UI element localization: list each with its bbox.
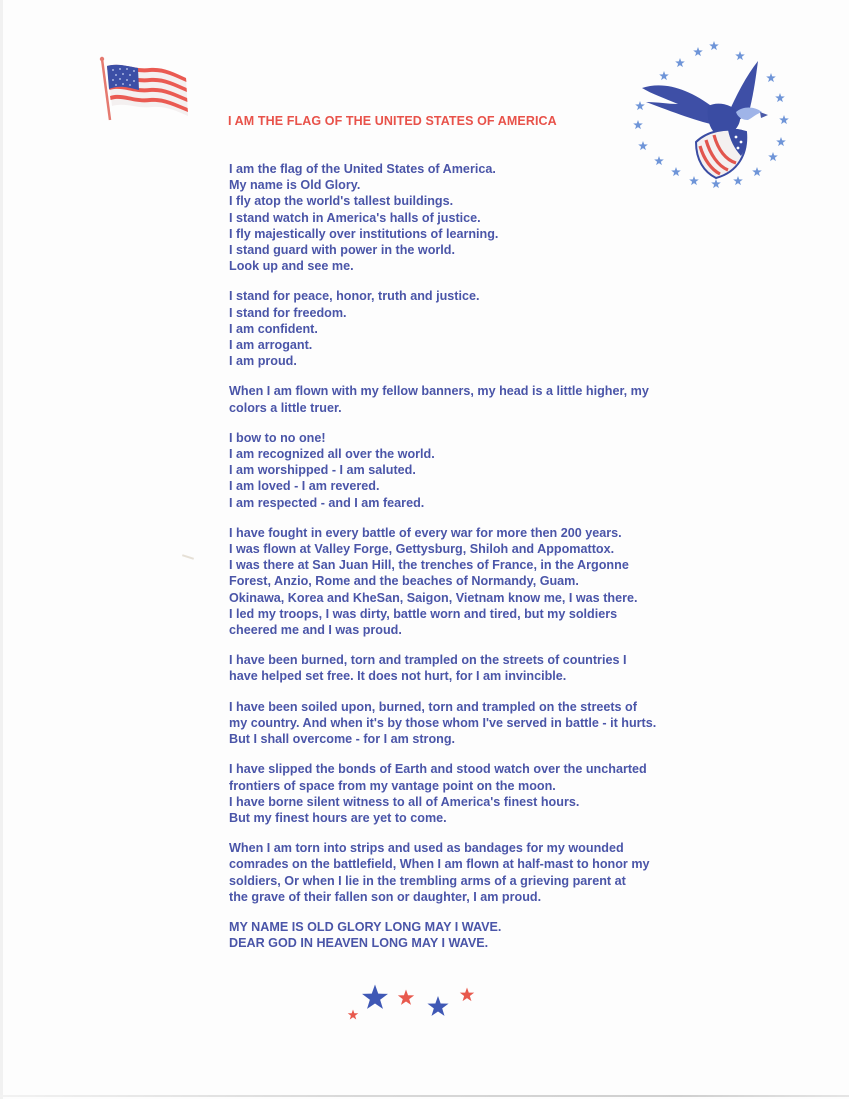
poem-stanza	[229, 699, 729, 748]
poem-line: I have slipped the bonds of Earth and stood watch over the uncharted	[229, 762, 647, 777]
poem-line: I have been soiled upon, burned, torn and trampled on the streets of	[229, 699, 637, 714]
scan-smudge	[182, 554, 194, 560]
poem-line: I am loved - I am revered.	[229, 479, 380, 494]
poem-stanza	[229, 383, 729, 415]
poem-stanza	[229, 288, 729, 369]
poem-line: Okinawa, Korea and KheSan, Saigon, Vietnam know me, I was there.	[229, 590, 638, 605]
poem-line: I stand guard with power in the world.	[229, 243, 455, 258]
poem-line: I am recognized all over the world.	[229, 447, 435, 462]
poem-line: My name is Old Glory.	[229, 178, 361, 193]
poem-line: MY NAME IS OLD GLORY LONG MAY I WAVE.	[229, 919, 502, 934]
poem-line: cheered me and I was proud.	[229, 623, 402, 638]
poem-line: I am proud.	[229, 354, 297, 369]
poem-line: colors a little truer.	[229, 400, 342, 415]
decorative-stars-icon	[340, 978, 480, 1024]
poem-stanza	[229, 161, 729, 274]
poem-line: Forest, Anzio, Rome and the beaches of Normandy, Guam.	[229, 574, 579, 589]
document-title: I AM THE FLAG OF THE UNITED STATES OF AMERICA	[228, 114, 557, 128]
poem-line: I am worshipped - I am saluted.	[229, 463, 416, 478]
poem-stanza	[229, 840, 729, 905]
poem-stanza	[229, 919, 729, 951]
poem-line: frontiers of space from my vantage point on the moon.	[229, 778, 556, 793]
scan-edge-bottom	[0, 1095, 849, 1097]
poem-line: I have borne silent witness to all of America's finest hours.	[229, 794, 580, 809]
poem-line: I am the flag of the United States of America.	[229, 162, 496, 176]
poem-line: I stand for peace, honor, truth and justice.	[229, 289, 480, 304]
poem-stanza	[229, 761, 729, 826]
poem-line: I have fought in every battle of every war for more then 200 years.	[229, 525, 622, 540]
poem-stanza	[229, 525, 729, 638]
poem-line: When I am flown with my fellow banners, my head is a little higher, my	[229, 384, 649, 399]
poem-line: DEAR GOD IN HEAVEN LONG MAY I WAVE.	[229, 936, 489, 951]
scan-edge-left	[0, 0, 3, 1099]
poem-line: I fly atop the world's tallest buildings.	[229, 194, 454, 209]
poem-line: my country. And when it's by those whom I've served in battle - it hurts.	[229, 715, 657, 730]
poem-line: But my finest hours are yet to come.	[229, 810, 447, 825]
poem-body	[229, 161, 729, 965]
poem-stanza	[229, 652, 729, 684]
poem-line: Look up and see me.	[229, 259, 354, 274]
poem-line: have helped set free. It does not hurt, for I am invincible.	[229, 669, 567, 684]
poem-line: But I shall overcome - for I am strong.	[229, 732, 456, 747]
poem-line: the grave of their fallen son or daughter, I am proud.	[229, 889, 542, 904]
poem-line: I was there at San Juan Hill, the trenches of France, in the Argonne	[229, 558, 629, 573]
poem-line: I fly majestically over institutions of learning.	[229, 226, 499, 241]
poem-line: I am arrogant.	[229, 338, 313, 353]
poem-line: When I am torn into strips and used as bandages for my wounded	[229, 841, 624, 856]
poem-line: I led my troops, I was dirty, battle worn and tired, but my soldiers	[229, 606, 618, 621]
poem-line: I bow to no one!	[229, 430, 326, 445]
poem-line: I am respected - and I am feared.	[229, 495, 425, 510]
waving-flag-icon	[98, 56, 190, 122]
poem-line: I was flown at Valley Forge, Gettysburg, Shiloh and Appomattox.	[229, 542, 615, 557]
poem-line: soldiers, Or when I lie in the trembling arms of a grieving parent at	[229, 873, 626, 888]
poem-line: I stand watch in America's halls of justice.	[229, 210, 481, 225]
poem-stanza	[229, 430, 729, 511]
poem-line: comrades on the battlefield, When I am flown at half-mast to honor my	[229, 857, 650, 872]
poem-line: I have been burned, torn and trampled on the streets of countries I	[229, 653, 627, 668]
poem-line: I am confident.	[229, 321, 318, 336]
poem-line: I stand for freedom.	[229, 305, 347, 320]
